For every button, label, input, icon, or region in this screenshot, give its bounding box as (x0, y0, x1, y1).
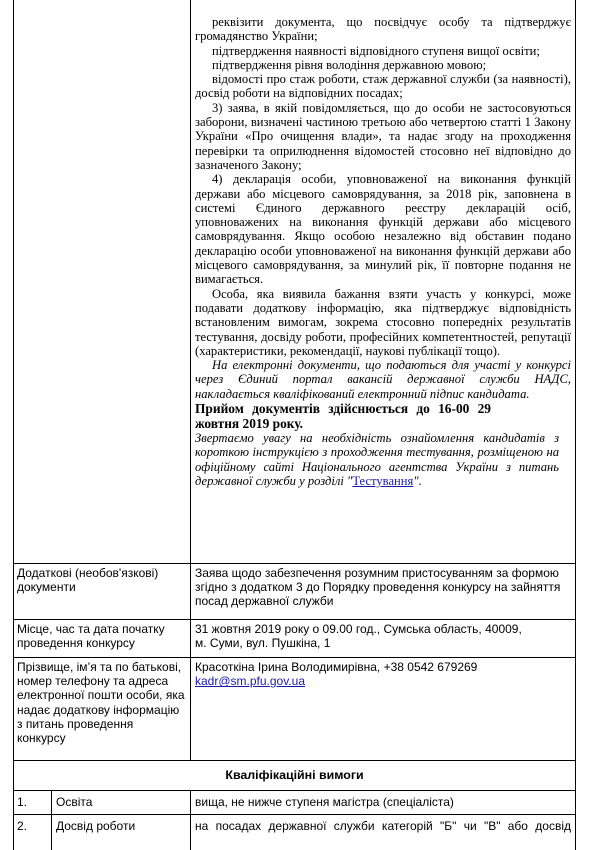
row-divider-4 (13, 760, 576, 761)
table-border-left (13, 0, 14, 850)
column-divider-upper (190, 0, 191, 760)
contest-address-line: м. Суми, вул. Пушкіна, 1 (195, 636, 331, 651)
testing-link[interactable]: Тестування (352, 473, 414, 488)
additional-info-paragraph: Особа, яка виявила бажання взяти участь у конкурсі, може подавати додаткову інформацію, яка підтверджує відповідність встановленим вимогам, зокрема стосовно попередніх результатів тестування, досвіду роботи, професійних компетентностей, репутації (характеристики, рекомендації, наукові публікації тощо). (195, 286, 571, 358)
requirement-1-number: 1. (17, 795, 28, 809)
quote-close: ". (413, 473, 422, 488)
contest-place-value (195, 622, 571, 650)
e-signature-note: На електронні документи, що подаються для участі у конкурсі через Єдиний портал вакансій державної служби НАДС, накладається кваліфікований електронний підпис кандидата. (195, 358, 571, 401)
qualification-requirements-title: Кваліфікаційні вимоги (225, 768, 364, 782)
table-border-right (575, 0, 576, 850)
requirement-1-value: вища, не нижче ступеня магістра (спеціаліста) (195, 795, 454, 809)
quote-open: " (347, 473, 353, 488)
contact-person-label: Прізвище, ім’я та по батькові, номер телефону та адреса електронної пошти особи, яка надає додаткову інформацію з питань проведення конкурсу (17, 660, 185, 746)
row-divider-6 (13, 814, 576, 815)
testing-notice-text: Звертаємо увагу на необхідність ознайомлення кандидатів з короткою інструкцією з проходження тестування, розміщеною на офіційному сайті Національного агентства України з питань державної служби у розділі (195, 431, 559, 488)
documents-list-cell (195, 15, 571, 488)
contest-place-label: Місце, час та дата початку проведення конкурсу (17, 622, 165, 651)
row-divider-2 (13, 619, 576, 620)
row-divider-5 (13, 790, 576, 791)
row-divider-1 (13, 563, 576, 564)
contest-date-line: 31 жовтня 2019 року о 09.00 год., Сумська область, 40009, (195, 622, 522, 636)
doc-item-statement: 3) заява, в якій повідомляється, що до особи не застосовуються заборони, визначені частиною третьою або четвертою статті 1 Закону України «Про очищення влади», та надає згоду на проходження перевірки та оприлюднення відомостей стосовно неї відповідно до зазначеного Закону; (195, 100, 571, 172)
additional-docs-label: Додаткові (необов'язкові) документи (17, 566, 159, 595)
testing-notice (195, 431, 571, 488)
requirement-2-value: на посадах державної служби категорій "Б" чи "В" або досвід (195, 819, 571, 833)
row-divider-3 (13, 657, 576, 658)
requirement-1-name: Освіта (56, 795, 93, 809)
doc-item-passport: реквізити документа, що посвідчує особу та підтверджує громадянство України; (195, 15, 571, 44)
doc-item-declaration: 4) декларація особи, уповноваженої на виконання функцій держави або місцевого самоврядування, за 2018 рік, заповнена в системі Єдиного державного реєстру декларацій осіб, уповноважених на виконання функцій держави або місцевого самоврядування. Якщо особою незалежно від обставин подано декларацію особи уповноваженої на виконання функцій держави або місцевого самоврядування, за минулий рік, її повторне подання не вимагається. (195, 172, 571, 287)
column-divider-num (51, 790, 52, 850)
requirement-2-number: 2. (17, 819, 28, 833)
contact-email-link[interactable]: kadr@sm.pfu.gov.ua (195, 674, 306, 689)
doc-item-experience: відомості про стаж роботи, стаж державної служби (за наявності), досвід роботи на відповідних посадах; (195, 72, 571, 101)
requirement-2-name: Досвід роботи (56, 819, 136, 833)
doc-item-education: підтвердження наявності відповідного ступеня вищої освіти; (212, 43, 540, 58)
deadline-notice: Прийом документів здійснюється до 16-00 29 жовтня 2019 року. (195, 401, 491, 432)
column-divider-lower (190, 790, 191, 850)
additional-docs-value: Заява щодо забезпечення розумним пристосуванням за формою згідно з додатком 3 до Порядку проведення конкурсу на зайняття посад державної служби (195, 566, 561, 609)
contact-person-value (195, 660, 571, 688)
doc-item-language: підтвердження рівня володіння державною мовою; (212, 57, 487, 72)
contact-name-phone: Красоткіна Ірина Володимирівна, +38 0542 679269 (195, 660, 478, 674)
